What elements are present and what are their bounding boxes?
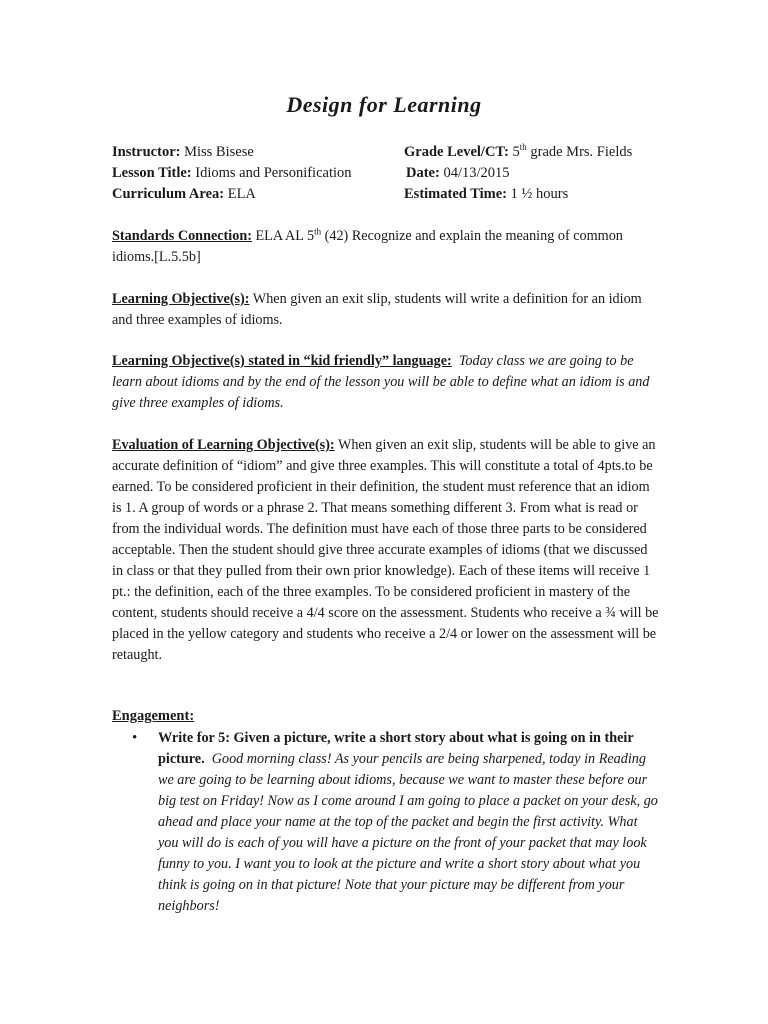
document-title: Design for Learning [286,92,482,117]
objective-label: Learning Objective(s): [112,291,250,307]
lesson-row [112,163,352,184]
date-value: 04/13/2015 [443,165,510,181]
instructor-label: Instructor: [112,144,181,160]
time-row [404,184,568,205]
standards-section [112,226,660,268]
grade-value-sup: th [519,142,527,153]
standards-sup: th [314,226,322,237]
kid-friendly-text: Today class we are going to be learn about idioms and by the end of the lesson you will be able to define what an idiom is and give three examples of idioms. [112,353,650,411]
curriculum-value: ELA [227,186,256,202]
date-label: Date: [406,165,440,181]
time-label: Estimated Time: [404,186,507,202]
grade-label: Grade Level/CT: [404,144,509,160]
time-value: 1 ½ hours [510,186,569,202]
grade-row [404,142,632,163]
standards-text-a: ELA AL 5 [251,228,315,244]
engagement-bullet-item [158,728,658,917]
evaluation-text: When given an exit slip, students will be able to give an accurate definition of “idiom” and give three examples. This will constitute a total of 4pts.to be earned. To be considered proficient in their definition, the student must reference that an idiom is 1. A group of words or a phrase 2. That means something different 3. From what is read or from the individual words. The definition must have each of those three parts to be considered acceptable. Then the student should give three accurate examples of idioms (that we discussed in class or that they pulled from their own prior knowledge). Each of these items will receive 1 pt.: the definition, each of the three examples. To be considered proficient in mastery of the content, students should receive a 4/4 score on the assessment. Students who receive a ¾ will be placed in the yellow category and students who receive a 2/4 or lower on the assessment will be retaught. [112,437,659,663]
curriculum-label: Curriculum Area: [112,186,225,202]
engagement-italic-text: Good morning class! As your pencils are being sharpened, today in Reading we are going to be learning about idioms, because we want to master these before our big test on Friday! Now as I come around I am going to place a packet on your desk, go ahead and place your name at the top of the packet and begin the first activity. What you will do is each of you will have a picture on the front of your packet that may look funny to you. I want you to look at the picture and write a short story about what you think is going on in that picture! Note that your picture may be different from your neighbors! [158,751,658,914]
kid-friendly-section [112,351,660,414]
evaluation-section [112,435,660,666]
standards-text-b: (42) Recognize and explain the meaning of common idioms.[L.5.5b] [112,228,623,265]
instructor-row [112,142,254,163]
lesson-label: Lesson Title: [112,165,192,181]
lesson-value: Idioms and Personification [195,165,352,181]
engagement-bold-text: Write for 5: Given a picture, write a short story about what is going on in their picture. [158,730,634,767]
evaluation-label: Evaluation of Learning Objective(s): [112,437,335,453]
grade-value-num: 5 [512,144,520,160]
objective-text: When given an exit slip, students will write a definition for an idiom and three examples of idioms. [112,291,642,328]
objective-section [112,289,660,331]
engagement-label: Engagement: [112,708,195,724]
standards-label: Standards Connection: [112,228,252,244]
date-row [406,163,510,184]
bullet-marker: • [132,730,138,746]
kid-friendly-label: Learning Objective(s) stated in “kid friendly” language: [112,353,452,369]
instructor-value: Miss Bisese [184,144,254,160]
grade-value-rest: grade Mrs. Fields [526,144,633,160]
curriculum-row [112,184,256,205]
